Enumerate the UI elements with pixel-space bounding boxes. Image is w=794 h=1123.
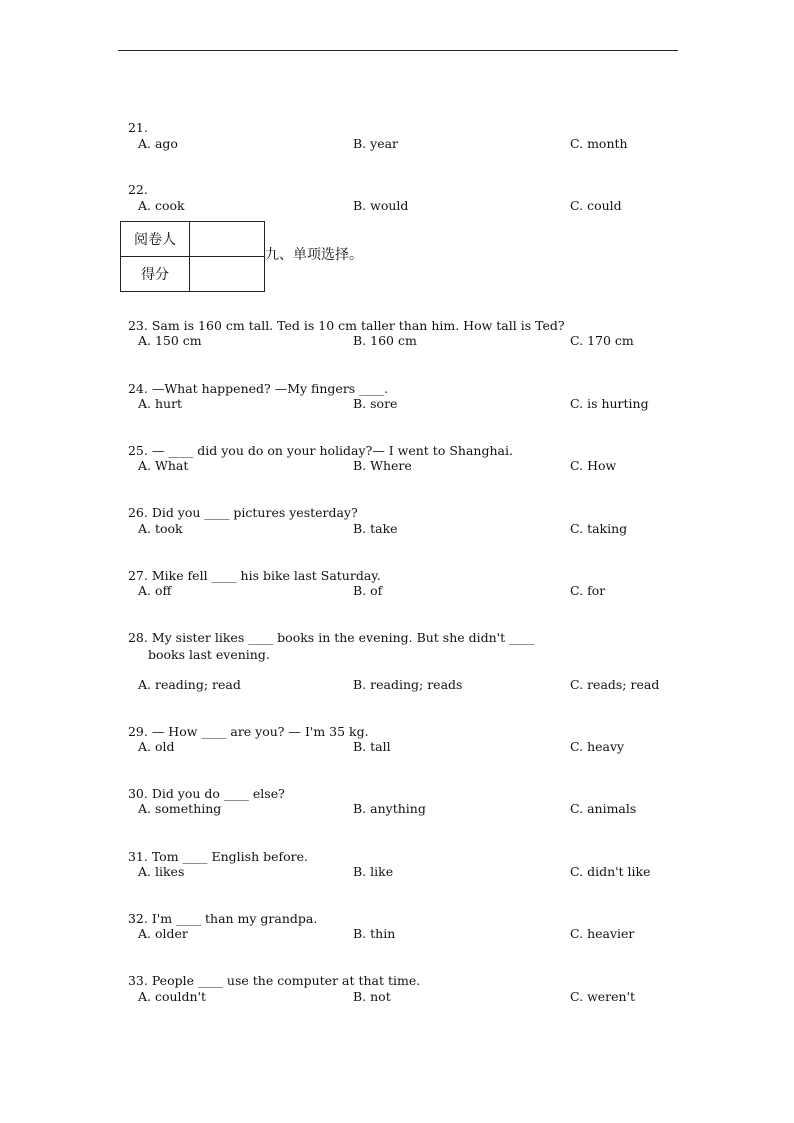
option-c: C. taking [570,521,628,536]
question-29 [120,708,369,740]
option-b: B. tall [353,739,391,754]
question-number: 32. [127,911,148,926]
question-21 [120,104,148,136]
question-number: 30. [127,786,148,801]
option-a: A. something [138,801,222,816]
option-c: C. is hurting [570,396,649,411]
question-stem: Tom ____ English before. [147,849,309,864]
question-25 [120,427,513,459]
option-c: C. didn't like [570,864,651,879]
question-27 [120,552,381,584]
question-stem: People ____ use the computer at that time. [147,973,421,988]
option-a: A. What [138,458,189,473]
question-stem: Sam is 160 cm tall. Ted is 10 cm taller than him. How tall is Ted? [151,318,565,333]
option-c: C. How [570,458,617,473]
question-stem: — ____ did you do on your holiday?— I went to Shanghai. [147,443,513,458]
question-stem: I'm ____ than my grandpa. [147,911,318,926]
option-b: B. Where [353,458,412,473]
option-b: B. year [353,136,399,151]
question-stem: — How ____ are you? — I'm 35 kg. [147,724,369,739]
header-rule [118,50,678,51]
option-b: B. not [353,989,391,1004]
question-stem: My sister likes ____ books in the evening. But she didn't ____ [147,630,535,645]
option-a: A. 150 cm [138,333,202,348]
question-number: 24. [127,381,148,396]
question-33 [120,957,420,989]
section-title: 九、单项选择。 [265,247,363,263]
question-stem: Did you ____ pictures yesterday? [147,505,358,520]
score-label: 得分 [121,257,190,292]
question-number: 27. [127,568,148,583]
question-24 [120,365,388,397]
question-number: 22. [127,182,148,197]
option-a: A. took [138,521,183,536]
question-number: 28. [127,630,148,645]
option-b: B. take [353,521,398,536]
option-c: C. could [570,198,622,213]
question-stem: —What happened? —My fingers ____. [147,381,389,396]
question-stem-continued: books last evening. [148,647,270,662]
option-a: A. cook [138,198,185,213]
option-b: B. 160 cm [353,333,417,348]
option-c: C. heavy [570,739,625,754]
option-b: B. thin [353,926,396,941]
question-number: 29. [127,724,148,739]
option-b: B. of [353,583,383,598]
option-c: C. reads; read [570,677,660,692]
question-28 [120,614,534,646]
question-31 [120,833,308,865]
question-number: 23. [127,318,148,333]
score-cell [190,257,265,292]
grader-score-table [120,221,265,292]
question-30 [120,770,285,802]
option-a: A. old [138,739,175,754]
option-a: A. older [138,926,188,941]
option-b: B. sore [353,396,398,411]
question-stem: Did you do ____ else? [147,786,285,801]
question-32 [120,895,317,927]
option-c: C. 170 cm [570,333,634,348]
option-a: A. ago [138,136,178,151]
reviewer-cell [190,222,265,257]
option-b: B. reading; reads [353,677,463,692]
option-a: A. reading; read [138,677,241,692]
option-c: C. heavier [570,926,635,941]
question-number: 31. [127,849,148,864]
option-b: B. like [353,864,394,879]
question-number: 26. [127,505,148,520]
option-b: B. would [353,198,409,213]
question-stem: Mike fell ____ his bike last Saturday. [147,568,381,583]
question-number: 25. [127,443,148,458]
option-a: A. off [138,583,172,598]
question-number: 21. [127,120,148,135]
option-c: C. animals [570,801,637,816]
question-23 [120,302,565,334]
question-26 [120,489,358,521]
question-number: 33. [127,973,148,988]
reviewer-label: 阅卷人 [121,222,190,257]
question-22 [120,166,148,198]
option-a: A. hurt [138,396,183,411]
option-c: C. month [570,136,628,151]
option-a: A. couldn't [138,989,207,1004]
option-c: C. for [570,583,606,598]
option-a: A. likes [138,864,185,879]
option-c: C. weren't [570,989,636,1004]
option-b: B. anything [353,801,426,816]
